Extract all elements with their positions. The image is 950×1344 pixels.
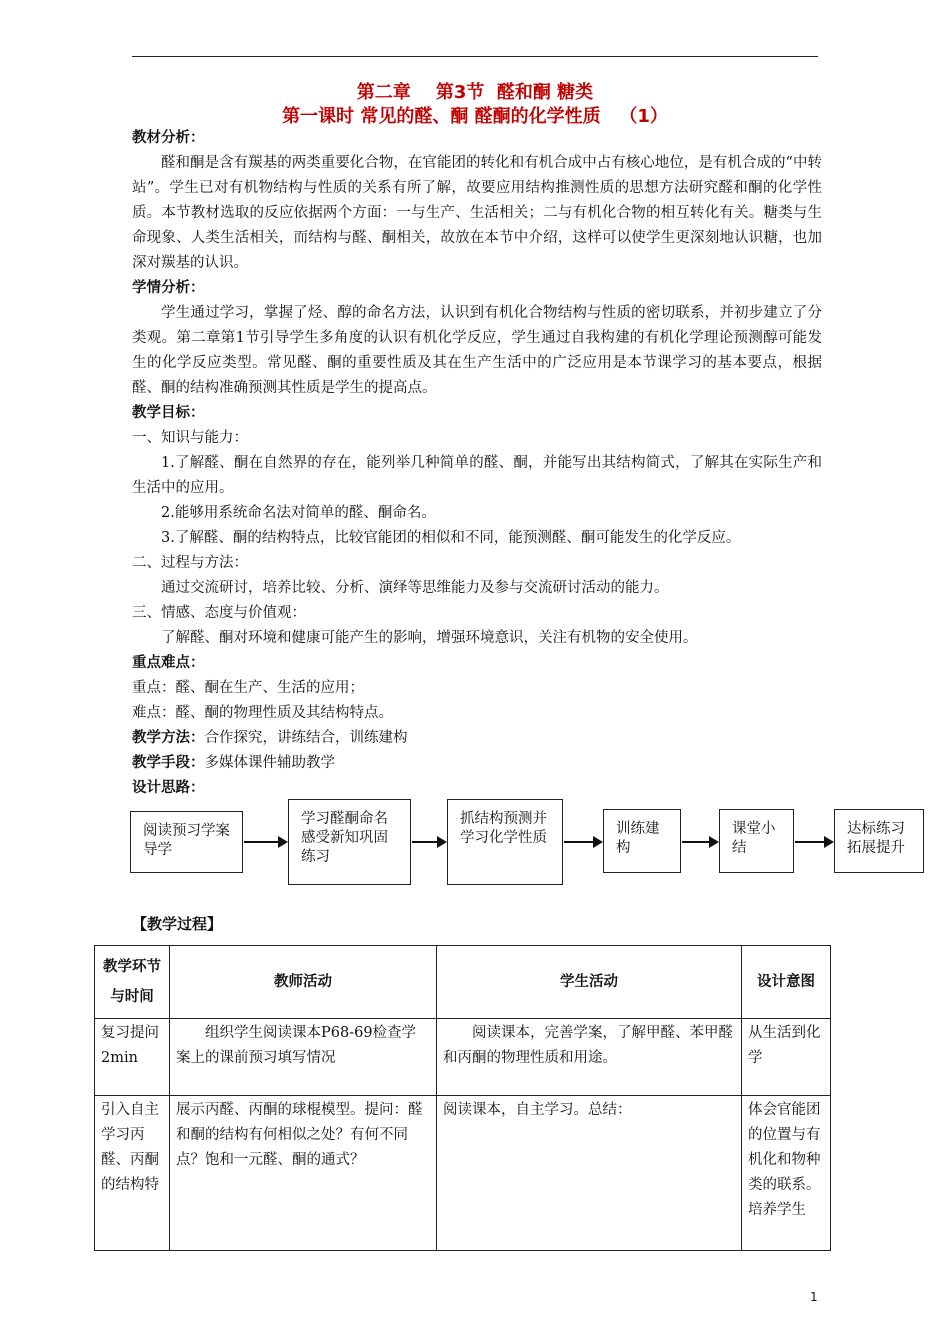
page-number: 1 — [810, 1290, 818, 1304]
design-flowchart — [130, 799, 930, 889]
flow-step-5: 课堂小结 — [719, 809, 794, 873]
teaching-process-table — [94, 945, 831, 1251]
table-row — [95, 1019, 831, 1096]
goals-section-2: 二、过程与方法： — [132, 555, 248, 571]
analysis-heading: 教材分析： — [132, 130, 205, 146]
lesson-title: 第一课时 常见的醛、酮 醛酮的化学性质 （1） — [282, 106, 668, 127]
flow-arrow-5 — [795, 841, 832, 843]
goals-section-2-text: 通过交流研讨，培养比较、分析、演绎等思维能力及参与交流研讨活动的能力。 — [161, 580, 669, 596]
flow-arrow-2 — [412, 841, 445, 843]
method-value: 合作探究，讲练结合，训练建构 — [204, 730, 408, 746]
flow-arrow-1 — [244, 841, 286, 843]
header-intent: 设计意图 — [742, 946, 831, 1019]
cell-stage: 引入自主学习丙醛、丙酮的结构特 — [95, 1096, 170, 1251]
table-row — [95, 1096, 831, 1251]
keypoint-text: 重点：醛、酮在生产、生活的应用； — [132, 680, 364, 696]
flow-step-6: 达标练习拓展提升 — [834, 809, 924, 873]
header-student: 学生活动 — [437, 946, 742, 1019]
flow-arrow-3 — [564, 841, 601, 843]
process-heading: 【教学过程】 — [132, 915, 223, 933]
cell-teacher: 组织学生阅读课本P68-69检查学案上的课前预习填写情况 — [170, 1019, 437, 1096]
students-heading: 学情分析： — [132, 280, 205, 296]
cell-student: 阅读课本，完善学案，了解甲醛、苯甲醛和丙酮的物理性质和用途。 — [437, 1019, 742, 1096]
means-line — [132, 751, 822, 776]
keypoints-heading: 重点难点： — [132, 655, 205, 671]
method-line — [132, 726, 822, 751]
cell-student: 阅读课本，自主学习。总结： — [437, 1096, 742, 1251]
header-teacher: 教师活动 — [170, 946, 437, 1019]
flow-step-3: 抓结构预测并学习化学性质 — [447, 799, 563, 885]
design-heading: 设计思路： — [132, 780, 205, 796]
table-header-row — [95, 946, 831, 1019]
goals-section-1: 一、知识与能力： — [132, 430, 248, 446]
students-text: 学生通过学习，掌握了烃、醇的命名方法，认识到有机化合物结构与性质的密切联系，并初步建立了分类观。第二章第1节引导学生多角度的认识有机化学反应，学生通过自我构建的有机化学理论预测醇可能发生的化学反应类型。常见醛、酮的重要性质及其在生产生活中的广泛应用是本节课学习的基本要点，根据醛、酮的结构准确预测其性质是学生的提高点。 — [132, 305, 822, 396]
difficulty-text: 难点：醛、酮的物理性质及其结构特点。 — [132, 705, 393, 721]
cell-intent: 体会官能团的位置与有机化和物种类的联系。培养学生 — [742, 1096, 831, 1251]
goals-item-1: 1.了解醛、酮在自然界的存在，能列举几种简单的醛、酮，并能写出其结构简式，了解其在实际生产和生活中的应用。 — [132, 455, 822, 496]
header-stage: 教学环节与时间 — [95, 946, 170, 1019]
document-body — [132, 126, 822, 801]
means-value: 多媒体课件辅助教学 — [204, 755, 335, 771]
means-label: 教学手段： — [132, 755, 205, 771]
cell-intent: 从生活到化学 — [742, 1019, 831, 1096]
cell-teacher: 展示丙醛、丙酮的球棍模型。提问：醛和酮的结构有何相似之处？有何不同点？饱和一元醛、酮的通式？ — [170, 1096, 437, 1251]
flow-step-4: 训练建构 — [603, 809, 681, 873]
analysis-text: 醛和酮是含有羰基的两类重要化合物，在官能团的转化和有机合成中占有核心地位，是有机合成的“中转站”。学生已对有机物结构与性质的关系有所了解，故要应用结构推测性质的思想方法研究醛和酮的化学性质。本节教材选取的反应依据两个方面：一与生产、生活相关；二与有机化合物的相互转化有关。糖类与生命现象、人类生活相关，而结构与醛、酮相关，故放在本节中介绍，这样可以使学生更深刻地认识糖，也加深对羰基的认识。 — [132, 155, 822, 271]
goals-section-3: 三、情感、态度与价值观： — [132, 605, 306, 621]
flow-step-1: 阅读预习学案导学 — [130, 811, 243, 873]
header-rule — [132, 56, 818, 57]
goals-item-2: 2.能够用系统命名法对简单的醛、酮命名。 — [161, 505, 436, 521]
cell-stage: 复习提问2min — [95, 1019, 170, 1096]
goals-item-3: 3.了解醛、酮的结构特点，比较官能团的相似和不同，能预测醛、酮可能发生的化学反应。 — [161, 530, 741, 546]
chapter-title: 第二章 第3节 醛和酮 糖类 — [356, 82, 594, 103]
method-label: 教学方法： — [132, 730, 205, 746]
goals-section-3-text: 了解醛、酮对环境和健康可能产生的影响，增强环境意识，关注有机物的安全使用。 — [161, 630, 698, 646]
flow-arrow-4 — [682, 841, 717, 843]
goals-heading: 教学目标： — [132, 405, 205, 421]
flow-step-2: 学习醛酮命名感受新知巩固练习 — [288, 799, 411, 885]
